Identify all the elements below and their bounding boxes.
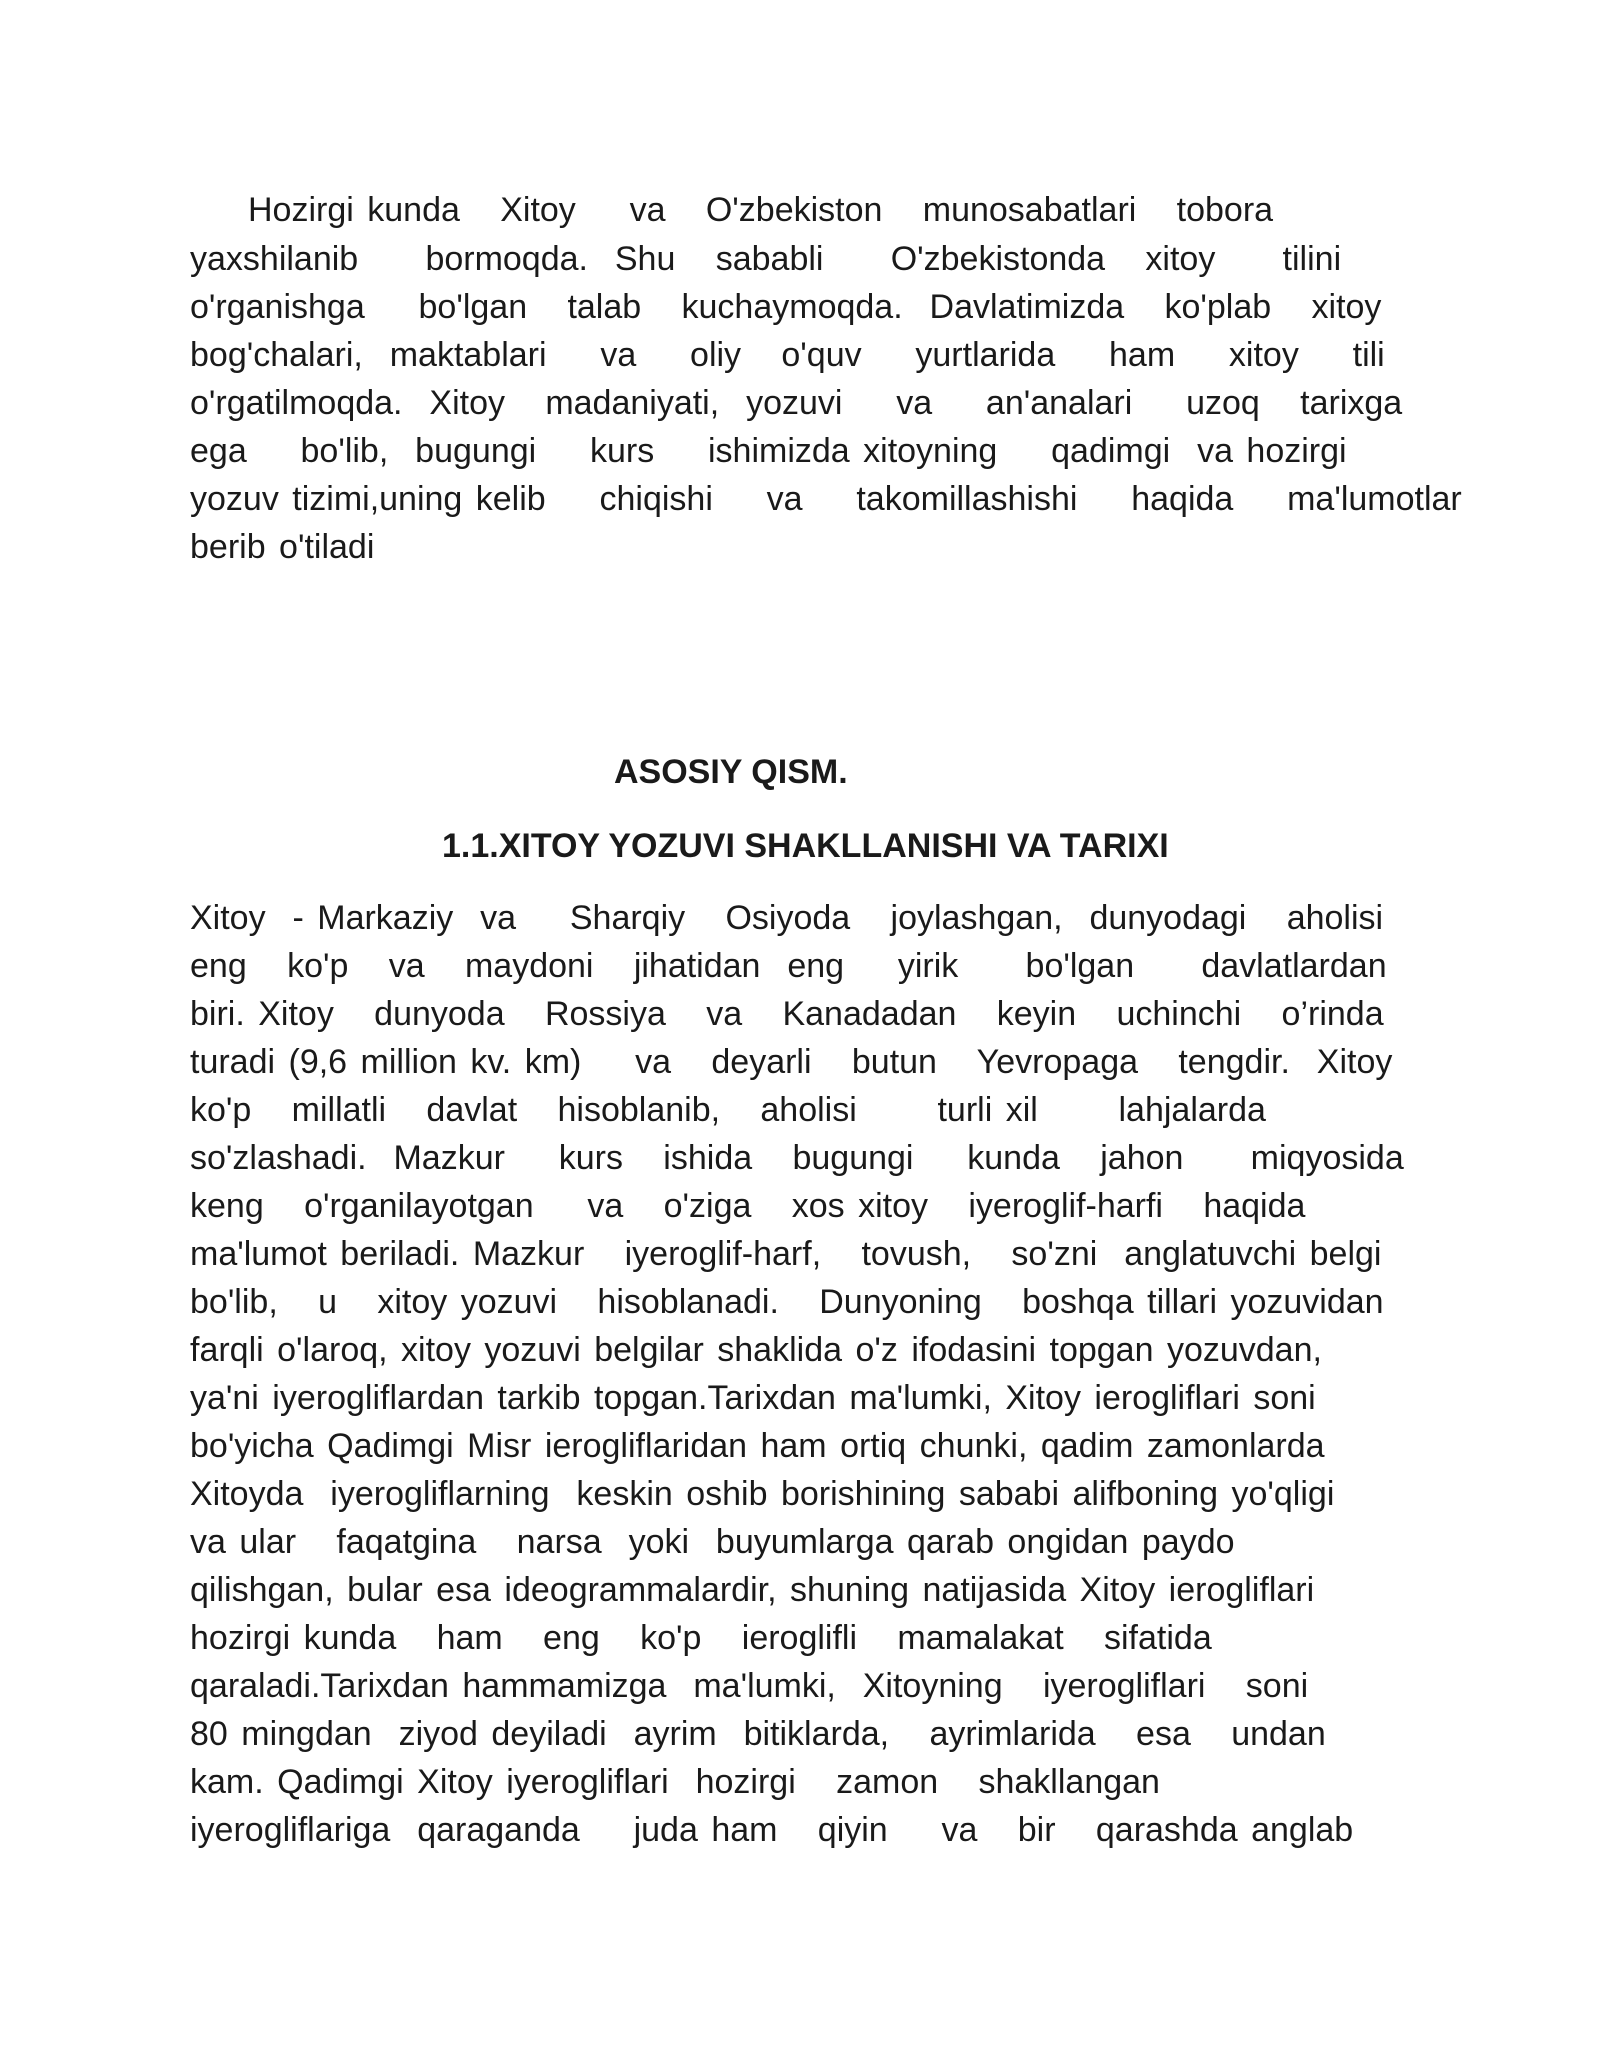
intro-line: o'rgatilmoqda. Xitoy madaniyati, yozuvi va an'analari uzoq tarixga <box>190 384 1403 422</box>
body-line: hozirgi kunda ham eng ko'p ieroglifli mamalakat sifatida <box>190 1619 1212 1657</box>
body-line: iyerogliflariga qaraganda juda ham qiyin va bir qarashda anglab <box>190 1811 1354 1849</box>
body-line: ya'ni iyerogliflardan tarkib topgan.Tarixdan ma'lumki, Xitoy ierogliflari soni <box>190 1379 1316 1417</box>
intro-line: bog'chalari, maktablari va oliy o'quv yurtlarida ham xitoy tili <box>190 336 1385 374</box>
body-line: so'zlashadi. Mazkur kurs ishida bugungi kunda jahon miqyosida <box>190 1139 1404 1177</box>
body-line: kam. Qadimgi Xitoy iyerogliflari hozirgi zamon shakllangan <box>190 1763 1160 1801</box>
body-line: bo'lib, u xitoy yozuvi hisoblanadi. Dunyoning boshqa tillari yozuvidan <box>190 1283 1384 1321</box>
intro-line: Hozirgi kunda Xitoy va O'zbekiston munosabatlari tobora <box>248 191 1274 229</box>
body-line: bo'yicha Qadimgi Misr ierogliflaridan ham ortiq chunki, qadim zamonlarda <box>190 1427 1325 1465</box>
intro-line: o'rganishga bo'lgan talab kuchaymoqda. Davlatimizda ko'plab xitoy <box>190 288 1382 326</box>
subsection-heading: 1.1.XITOY YOZUVI SHAKLLANISHI VA TARIXI <box>442 827 1169 865</box>
body-line: ko'p millatli davlat hisoblanib, aholisi turli xil lahjalarda <box>190 1091 1266 1129</box>
body-line: 80 mingdan ziyod deyiladi ayrim bitiklarda, ayrimlarida esa undan <box>190 1715 1326 1753</box>
body-line: ma'lumot beriladi. Mazkur iyeroglif-harf, tovush, so'zni anglatuvchi belgi <box>190 1235 1382 1273</box>
body-line: Xitoy - Markaziy va Sharqiy Osiyoda joylashgan, dunyodagi aholisi <box>190 899 1384 937</box>
intro-line: yozuv tizimi,uning kelib chiqishi va takomillashishi haqida ma'lumotlar <box>190 480 1462 518</box>
intro-line: yaxshilanib bormoqda. Shu sababli O'zbekistonda xitoy tilini <box>190 240 1342 278</box>
body-line: farqli o'laroq, xitoy yozuvi belgilar shaklida o'z ifodasini topgan yozuvdan, <box>190 1331 1322 1369</box>
body-line: turadi (9,6 million kv. km) va deyarli butun Yevropaga tengdir. Xitoy <box>190 1043 1393 1081</box>
body-line: Xitoyda iyerogliflarning keskin oshib borishining sababi alifboning yo'qligi <box>190 1475 1335 1513</box>
body-line: eng ko'p va maydoni jihatidan eng yirik bo'lgan davlatlardan <box>190 947 1387 985</box>
body-line: qaraladi.Tarixdan hammamizga ma'lumki, Xitoyning iyerogliflari soni <box>190 1667 1309 1705</box>
intro-line: berib o'tiladi <box>190 528 375 566</box>
section-heading: ASOSIY QISM. <box>614 753 848 791</box>
body-line: qilishgan, bular esa ideogrammalardir, shuning natijasida Xitoy ierogliflari <box>190 1571 1315 1609</box>
body-line: biri. Xitoy dunyoda Rossiya va Kanadadan keyin uchinchi o’rinda <box>190 995 1384 1033</box>
body-line: va ular faqatgina narsa yoki buyumlarga qarab ongidan paydo <box>190 1523 1235 1561</box>
body-line: keng o'rganilayotgan va o'ziga xos xitoy iyeroglif-harfi haqida <box>190 1187 1306 1225</box>
intro-line: ega bo'lib, bugungi kurs ishimizda xitoyning qadimgi va hozirgi <box>190 432 1347 470</box>
